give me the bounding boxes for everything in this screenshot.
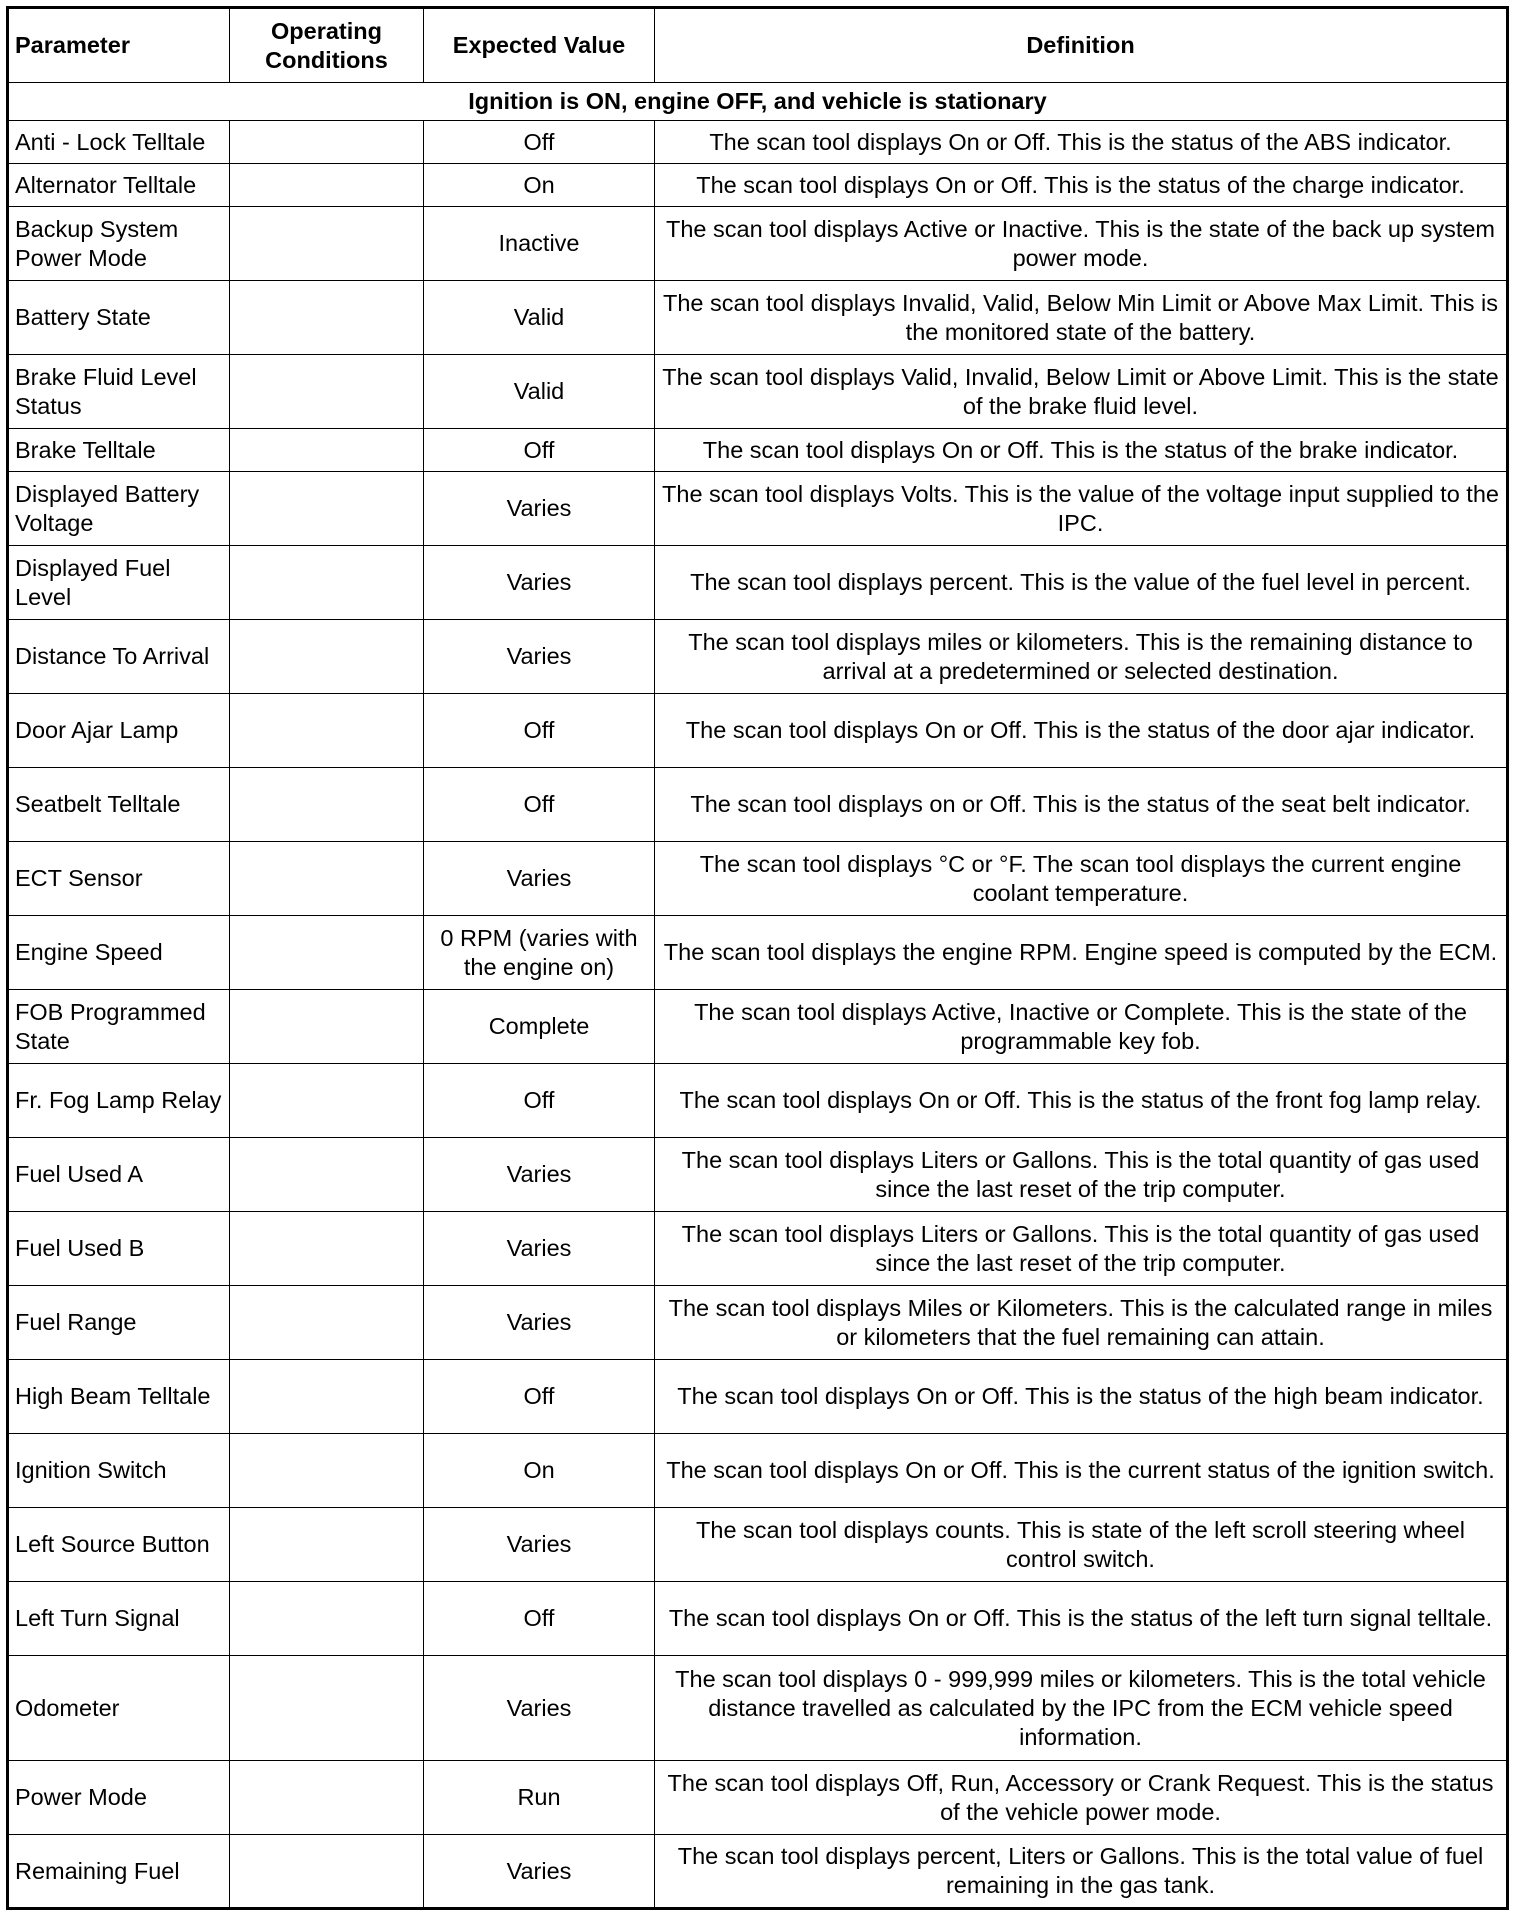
table-row — [8, 281, 1508, 355]
cell-definition: The scan tool displays 0 - 999,999 miles or kilometers. This is the total vehicle distance travelled as calculated by the IPC from the ECM vehicle speed information. — [655, 1656, 1508, 1761]
section-title: Ignition is ON, engine OFF, and vehicle is stationary — [8, 83, 1508, 121]
table-row — [8, 1761, 1508, 1835]
cell-parameter: Fuel Range — [8, 1286, 230, 1360]
table-row — [8, 1286, 1508, 1360]
table-row — [8, 842, 1508, 916]
table-row — [8, 1508, 1508, 1582]
cell-operating-conditions — [230, 546, 424, 620]
cell-expected-value: Inactive — [424, 207, 655, 281]
table-row — [8, 1835, 1508, 1909]
cell-operating-conditions — [230, 1508, 424, 1582]
cell-expected-value: Varies — [424, 1656, 655, 1761]
table-row — [8, 164, 1508, 207]
cell-expected-value: Varies — [424, 1212, 655, 1286]
cell-definition: The scan tool displays °C or °F. The scan tool displays the current engine coolant temperature. — [655, 842, 1508, 916]
table-row — [8, 546, 1508, 620]
cell-expected-value: Varies — [424, 1835, 655, 1909]
cell-definition: The scan tool displays On or Off. This is the status of the charge indicator. — [655, 164, 1508, 207]
cell-operating-conditions — [230, 355, 424, 429]
cell-parameter: Distance To Arrival — [8, 620, 230, 694]
cell-definition: The scan tool displays On or Off. This is the status of the ABS indicator. — [655, 121, 1508, 164]
cell-parameter: Remaining Fuel — [8, 1835, 230, 1909]
cell-parameter: Odometer — [8, 1656, 230, 1761]
cell-expected-value: Off — [424, 429, 655, 472]
cell-expected-value: Run — [424, 1761, 655, 1835]
table-row — [8, 1064, 1508, 1138]
cell-operating-conditions — [230, 768, 424, 842]
table-row — [8, 429, 1508, 472]
table-body — [8, 83, 1508, 1909]
scan-tool-data-table — [6, 6, 1509, 1910]
cell-parameter: Fuel Used B — [8, 1212, 230, 1286]
cell-definition: The scan tool displays Active, Inactive or Complete. This is the state of the programmable key fob. — [655, 990, 1508, 1064]
cell-expected-value: Varies — [424, 1286, 655, 1360]
section-row — [8, 83, 1508, 121]
cell-parameter: Backup System Power Mode — [8, 207, 230, 281]
cell-operating-conditions — [230, 164, 424, 207]
table-row — [8, 1434, 1508, 1508]
cell-expected-value: Off — [424, 768, 655, 842]
cell-parameter: Battery State — [8, 281, 230, 355]
cell-expected-value: 0 RPM (varies with the engine on) — [424, 916, 655, 990]
cell-expected-value: Varies — [424, 546, 655, 620]
cell-expected-value: Off — [424, 1360, 655, 1434]
header-expected-value: Expected Value — [424, 8, 655, 83]
cell-parameter: High Beam Telltale — [8, 1360, 230, 1434]
cell-expected-value: Varies — [424, 1508, 655, 1582]
cell-definition: The scan tool displays Valid, Invalid, Below Limit or Above Limit. This is the state of the brake fluid level. — [655, 355, 1508, 429]
cell-parameter: Anti - Lock Telltale — [8, 121, 230, 164]
cell-operating-conditions — [230, 1434, 424, 1508]
cell-operating-conditions — [230, 842, 424, 916]
cell-parameter: Left Turn Signal — [8, 1582, 230, 1656]
cell-operating-conditions — [230, 1286, 424, 1360]
cell-definition: The scan tool displays On or Off. This is the status of the brake indicator. — [655, 429, 1508, 472]
cell-operating-conditions — [230, 1761, 424, 1835]
cell-expected-value: Varies — [424, 620, 655, 694]
cell-parameter: Brake Fluid Level Status — [8, 355, 230, 429]
table-row — [8, 1582, 1508, 1656]
cell-operating-conditions — [230, 121, 424, 164]
cell-operating-conditions — [230, 281, 424, 355]
table-row — [8, 990, 1508, 1064]
cell-definition: The scan tool displays On or Off. This is the current status of the ignition switch. — [655, 1434, 1508, 1508]
cell-definition: The scan tool displays counts. This is state of the left scroll steering wheel control switch. — [655, 1508, 1508, 1582]
cell-definition: The scan tool displays on or Off. This is the status of the seat belt indicator. — [655, 768, 1508, 842]
table-row — [8, 620, 1508, 694]
cell-operating-conditions — [230, 207, 424, 281]
cell-expected-value: Off — [424, 1064, 655, 1138]
cell-parameter: FOB Programmed State — [8, 990, 230, 1064]
cell-definition: The scan tool displays Active or Inactive. This is the state of the back up system power mode. — [655, 207, 1508, 281]
cell-definition: The scan tool displays the engine RPM. Engine speed is computed by the ECM. — [655, 916, 1508, 990]
cell-operating-conditions — [230, 1138, 424, 1212]
cell-parameter: Ignition Switch — [8, 1434, 230, 1508]
cell-expected-value: Off — [424, 121, 655, 164]
cell-definition: The scan tool displays Invalid, Valid, Below Min Limit or Above Max Limit. This is the monitored state of the battery. — [655, 281, 1508, 355]
cell-definition: The scan tool displays Liters or Gallons. This is the total quantity of gas used since the last reset of the trip computer. — [655, 1138, 1508, 1212]
document-page — [6, 6, 1506, 1910]
table-row — [8, 916, 1508, 990]
cell-parameter: Fr. Fog Lamp Relay — [8, 1064, 230, 1138]
cell-parameter: Door Ajar Lamp — [8, 694, 230, 768]
cell-expected-value: On — [424, 164, 655, 207]
cell-definition: The scan tool displays Off, Run, Accessory or Crank Request. This is the status of the vehicle power mode. — [655, 1761, 1508, 1835]
table-row — [8, 694, 1508, 768]
cell-definition: The scan tool displays On or Off. This is the status of the left turn signal telltale. — [655, 1582, 1508, 1656]
cell-expected-value: Valid — [424, 355, 655, 429]
cell-expected-value: Varies — [424, 472, 655, 546]
cell-expected-value: Off — [424, 694, 655, 768]
header-definition: Definition — [655, 8, 1508, 83]
table-header — [8, 8, 1508, 83]
cell-operating-conditions — [230, 1835, 424, 1909]
cell-expected-value: Off — [424, 1582, 655, 1656]
cell-parameter: Fuel Used A — [8, 1138, 230, 1212]
cell-definition: The scan tool displays On or Off. This is the status of the high beam indicator. — [655, 1360, 1508, 1434]
cell-parameter: Displayed Fuel Level — [8, 546, 230, 620]
cell-definition: The scan tool displays percent, Liters or Gallons. This is the total value of fuel remaining in the gas tank. — [655, 1835, 1508, 1909]
table-row — [8, 121, 1508, 164]
cell-operating-conditions — [230, 1656, 424, 1761]
cell-parameter: Left Source Button — [8, 1508, 230, 1582]
cell-expected-value: Valid — [424, 281, 655, 355]
cell-definition: The scan tool displays Liters or Gallons. This is the total quantity of gas used since the last reset of the trip computer. — [655, 1212, 1508, 1286]
cell-operating-conditions — [230, 694, 424, 768]
cell-expected-value: Varies — [424, 842, 655, 916]
cell-operating-conditions — [230, 472, 424, 546]
header-parameter: Parameter — [8, 8, 230, 83]
cell-operating-conditions — [230, 1212, 424, 1286]
table-row — [8, 1212, 1508, 1286]
cell-parameter: Seatbelt Telltale — [8, 768, 230, 842]
table-row — [8, 1138, 1508, 1212]
cell-parameter: Brake Telltale — [8, 429, 230, 472]
table-row — [8, 1360, 1508, 1434]
header-operating-conditions: Operating Conditions — [230, 8, 424, 83]
cell-definition: The scan tool displays On or Off. This is the status of the door ajar indicator. — [655, 694, 1508, 768]
cell-expected-value: Varies — [424, 1138, 655, 1212]
table-row — [8, 472, 1508, 546]
cell-operating-conditions — [230, 429, 424, 472]
cell-definition: The scan tool displays On or Off. This is the status of the front fog lamp relay. — [655, 1064, 1508, 1138]
cell-expected-value: On — [424, 1434, 655, 1508]
table-row — [8, 207, 1508, 281]
cell-parameter: ECT Sensor — [8, 842, 230, 916]
cell-operating-conditions — [230, 620, 424, 694]
cell-definition: The scan tool displays percent. This is the value of the fuel level in percent. — [655, 546, 1508, 620]
table-row — [8, 768, 1508, 842]
table-row — [8, 355, 1508, 429]
cell-operating-conditions — [230, 1064, 424, 1138]
cell-parameter: Power Mode — [8, 1761, 230, 1835]
cell-parameter: Engine Speed — [8, 916, 230, 990]
cell-expected-value: Complete — [424, 990, 655, 1064]
cell-operating-conditions — [230, 990, 424, 1064]
cell-operating-conditions — [230, 1582, 424, 1656]
cell-operating-conditions — [230, 916, 424, 990]
cell-operating-conditions — [230, 1360, 424, 1434]
cell-parameter: Displayed Battery Voltage — [8, 472, 230, 546]
cell-definition: The scan tool displays Volts. This is the value of the voltage input supplied to the IPC. — [655, 472, 1508, 546]
table-row — [8, 1656, 1508, 1761]
cell-parameter: Alternator Telltale — [8, 164, 230, 207]
cell-definition: The scan tool displays miles or kilometers. This is the remaining distance to arrival at a predetermined or selected destination. — [655, 620, 1508, 694]
cell-definition: The scan tool displays Miles or Kilometers. This is the calculated range in miles or kilometers that the fuel remaining can attain. — [655, 1286, 1508, 1360]
